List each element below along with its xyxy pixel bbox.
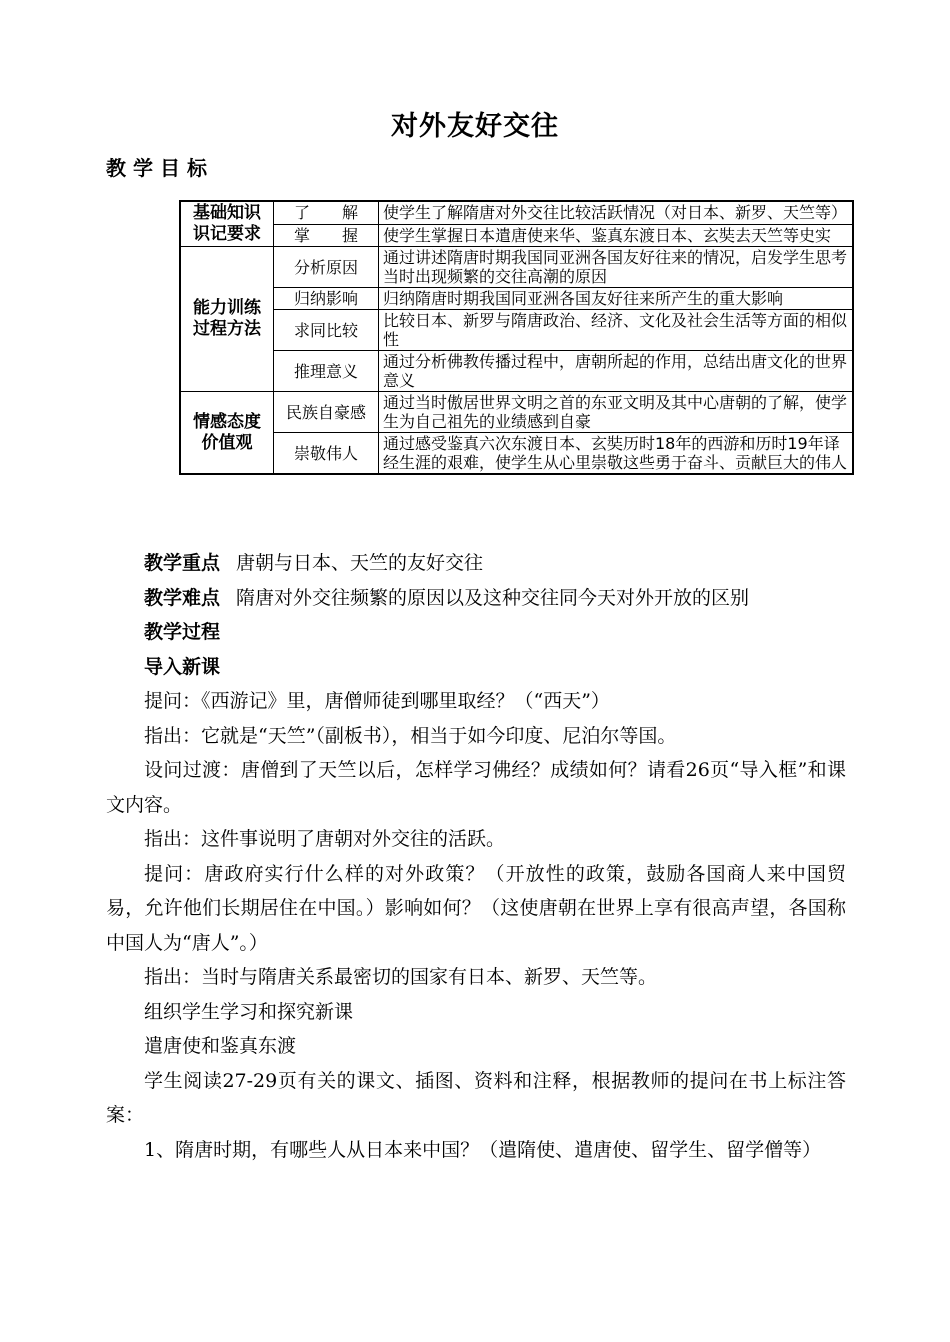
subcategory-cell: 掌 握 <box>274 224 379 247</box>
category-cell: 情感态度价值观 <box>180 392 274 475</box>
description-cell: 通过讲述隋唐时期我国同亚洲各国友好往来的情况，启发学生思考当时出现频繁的交往高潮的原因 <box>379 247 854 288</box>
objectives-heading: 教学目标 <box>106 156 214 180</box>
table-row <box>180 351 853 392</box>
table-row <box>180 201 853 224</box>
category-cell: 能力训练过程方法 <box>180 247 274 392</box>
objectives-table <box>179 200 854 475</box>
table-row <box>180 224 853 247</box>
subcategory-cell: 求同比较 <box>274 310 379 351</box>
subcategory-cell: 归纳影响 <box>274 288 379 310</box>
table-row <box>180 288 853 310</box>
intro-heading: 导入新课 <box>144 655 221 678</box>
process-heading: 教学过程 <box>144 621 221 643</box>
description-cell: 通过当时傲居世界文明之首的东亚文明及其中心唐朝的了解，使学生为自己祖先的业绩感到自豪 <box>379 392 854 433</box>
paragraph: 指出：它就是“天竺”（副板书），相当于如今印度、尼泊尔等国。 <box>144 724 677 747</box>
paragraph: 指出：当时与隋唐关系最密切的国家有日本、新罗、天竺等。 <box>144 966 658 988</box>
paragraph: 提问：《西游记》里，唐僧师徒到哪里取经？（“西天”） <box>144 690 610 712</box>
table-row <box>180 310 853 351</box>
description-cell: 归纳隋唐时期我国同亚洲各国友好往来所产生的重大影响 <box>379 288 854 310</box>
table-row <box>180 392 853 433</box>
difficult-point <box>106 581 846 616</box>
description-cell: 使学生了解隋唐对外交往比较活跃情况（对日本、新罗、天竺等） <box>379 201 854 224</box>
paragraph: 组织学生学习和探究新课 <box>144 1000 354 1023</box>
lesson-body <box>106 546 846 1167</box>
table-row <box>180 247 853 288</box>
key-point <box>106 546 846 581</box>
paragraph: 遣唐使和鉴真东渡 <box>144 1035 297 1057</box>
subcategory-cell: 推理意义 <box>274 351 379 392</box>
paragraph: 指出：这件事说明了唐朝对外交往的活跃。 <box>144 828 506 850</box>
description-cell: 比较日本、新罗与隋唐政治、经济、文化及社会生活等方面的相似性 <box>379 310 854 351</box>
difficult-point-label: 教学难点 <box>144 586 221 609</box>
table-row <box>180 433 853 475</box>
subcategory-cell: 民族自豪感 <box>274 392 379 433</box>
paragraph: 设问过渡：唐僧到了天竺以后，怎样学习佛经？成绩如何？请看26页“导入框”和课文内容。 <box>106 759 846 816</box>
paragraph: 提问：唐政府实行什么样的对外政策？（开放性的政策，鼓励各国商人来中国贸易，允许他们长期居住在中国。）影响如何？（这使唐朝在世界上享有很高声望，各国称中国人为“唐人”。） <box>106 862 846 954</box>
key-point-label: 教学重点 <box>144 552 221 574</box>
difficult-point-text: 隋唐对外交往频繁的原因以及这种交往同今天对外开放的区别 <box>236 586 750 609</box>
subcategory-cell: 了 解 <box>274 201 379 224</box>
paragraph: 1、隋唐时期，有哪些人从日本来中国？（遣隋使、遣唐使、留学生、留学僧等） <box>144 1138 822 1161</box>
key-point-text: 唐朝与日本、天竺的友好交往 <box>236 552 484 574</box>
subcategory-cell: 分析原因 <box>274 247 379 288</box>
paragraph: 学生阅读27-29页有关的课文、插图、资料和注释，根据教师的提问在书上标注答案： <box>106 1069 846 1126</box>
description-cell: 通过分析佛教传播过程中，唐朝所起的作用，总结出唐文化的世界意义 <box>379 351 854 392</box>
page-title: 对外友好交往 <box>391 111 559 142</box>
category-cell: 基础知识识记要求 <box>180 201 274 247</box>
subcategory-cell: 崇敬伟人 <box>274 433 379 475</box>
description-cell: 通过感受鉴真六次东渡日本、玄奘历时18年的西游和历时19年译经生涯的艰难，使学生从心里崇敬这些勇于奋斗、贡献巨大的伟人 <box>379 433 854 475</box>
description-cell: 使学生掌握日本遣唐使来华、鉴真东渡日本、玄奘去天竺等史实 <box>379 224 854 247</box>
